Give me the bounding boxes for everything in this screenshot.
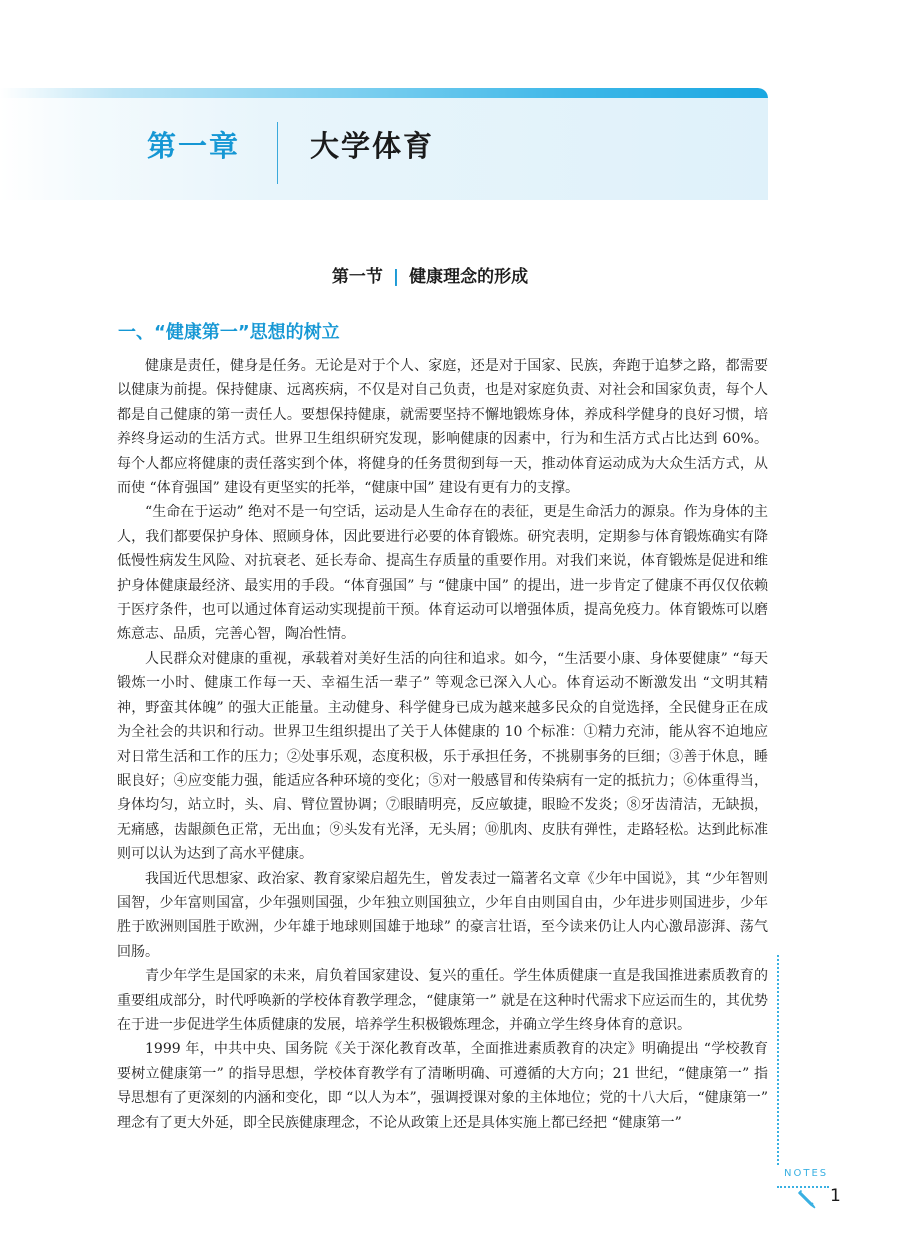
banner-stripe xyxy=(0,88,768,98)
notes-margin-line xyxy=(777,955,779,1165)
body-text xyxy=(117,354,768,1135)
chapter-number: 第一章 xyxy=(147,129,241,163)
section-name: 健康理念的形成 xyxy=(409,267,529,287)
paragraph: 健康是责任，健身是任务。无论是对于个人、家庭，还是对于国家、民族，奔跑于追梦之路，都需要以健康为前提。保持健康、远离疾病，不仅是对自己负责，也是对家庭负责、对社会和国家负责，每个人都是自己健康的第一责任人。要想保持健康，就需要坚持不懈地锻炼身体，养成科学健身的良好习惯，培养终身运动的生活方式。世界卫生组织研究发现，影响健康的因素中，行为和生活方式占比达到 60%。每个人都应将健康的责任落实到个体，将健身的任务贯彻到每一天，推动体育运动成为大众生活方式，从而使 “体育强国” 建设有更坚实的托举，“健康中国” 建设有更有力的支撑。 xyxy=(117,358,768,497)
section-title xyxy=(0,262,860,287)
pencil-icon xyxy=(796,1188,818,1210)
section-separator: | xyxy=(392,267,400,287)
paragraph: 我国近代思想家、政治家、教育家梁启超先生，曾发表过一篇著名文章《少年中国说》，其 “少年智则国智，少年富则国富，少年强则国强，少年独立则国独立，少年自由则国自由，少年进步则国进步，少年胜于欧洲则国胜于欧洲，少年雄于地球则国雄于地球” 的豪言壮语，至今读来仍让人内心激昂澎湃、荡气回肠。 xyxy=(117,870,768,960)
section-number: 第一节 xyxy=(331,267,383,287)
chapter-divider xyxy=(277,122,278,184)
chapter-banner xyxy=(0,88,768,200)
paragraph: 青少年学生是国家的未来，肩负着国家建设、复兴的重任。学生体质健康一直是我国推进素质教育的重要组成部分，时代呼唤新的学校体育教学理念，“健康第一” 就是在这种时代需求下应运而生的，其优势在于进一步促进学生体质健康的发展，培养学生积极锻炼理念，并确立学生终身体育的意识。 xyxy=(117,968,768,1033)
paragraph: 1999 年，中共中央、国务院《关于深化教育改革，全面推进素质教育的决定》明确提出 “学校教育要树立健康第一” 的指导思想，学校体育教学有了清晰明确、可遵循的大方向；21 世纪，“健康第一” 指导思想有了更深刻的内涵和变化，即 “以人为本”，强调授课对象的主体地位；党的十八大后，“健康第一” 理念有了更大外延，即全民族健康理念，不论从政策上还是具体实施上都已经把 “健康第一” xyxy=(117,1041,768,1131)
paragraph: 人民群众对健康的重视，承载着对美好生活的向往和追求。如今，“生活要小康、身体要健康” “每天锻炼一小时、健康工作每一天、幸福生活一辈子” 等观念已深入人心。体育运动不断激发出 “文明其精神，野蛮其体魄” 的强大正能量。主动健身、科学健身已成为越来越多民众的自觉选择，全民健身正在成为全社会的共识和行动。世界卫生组织提出了关于人体健康的 10 个标准：①精力充沛，能从容不迫地应对日常生活和工作的压力；②处事乐观，态度积极，乐于承担任务，不挑剔事务的巨细；③善于休息，睡眠良好；④应变能力强，能适应各种环境的变化；⑤对一般感冒和传染病有一定的抵抗力；⑥体重得当，身体均匀，站立时，头、肩、臂位置协调；⑦眼睛明亮，反应敏捷，眼睑不发炎；⑧牙齿清洁，无缺损，无痛感，齿龈颜色正常，无出血；⑨头发有光泽，无头屑；⑩肌肉、皮肤有弹性，走路轻松。达到此标准则可以认为达到了高水平健康。 xyxy=(117,650,768,863)
notes-label: NOTES xyxy=(784,1168,829,1179)
chapter-title: 大学体育 xyxy=(310,129,435,163)
subheading: 一、“健康第一”思想的树立 xyxy=(118,322,340,343)
paragraph: “生命在于运动” 绝对不是一句空话，运动是人生命存在的表征，更是生命活力的源泉。作为身体的主人，我们都要保护身体、照顾身体，因此要进行必要的体育锻炼。研究表明，定期参与体育锻炼确实有降低慢性病发生风险、对抗衰老、延长寿命、提高生存质量的重要作用。对我们来说，体育锻炼是促进和维护身体健康最经济、最实用的手段。“体育强国” 与 “健康中国” 的提出，进一步肯定了健康不再仅仅依赖于医疗条件，也可以通过体育运动实现提前干预。体育运动可以增强体质，提高免疫力。体育锻炼可以磨炼意志、品质，完善心智，陶冶性情。 xyxy=(117,504,768,643)
page-number: 1 xyxy=(830,1186,841,1206)
